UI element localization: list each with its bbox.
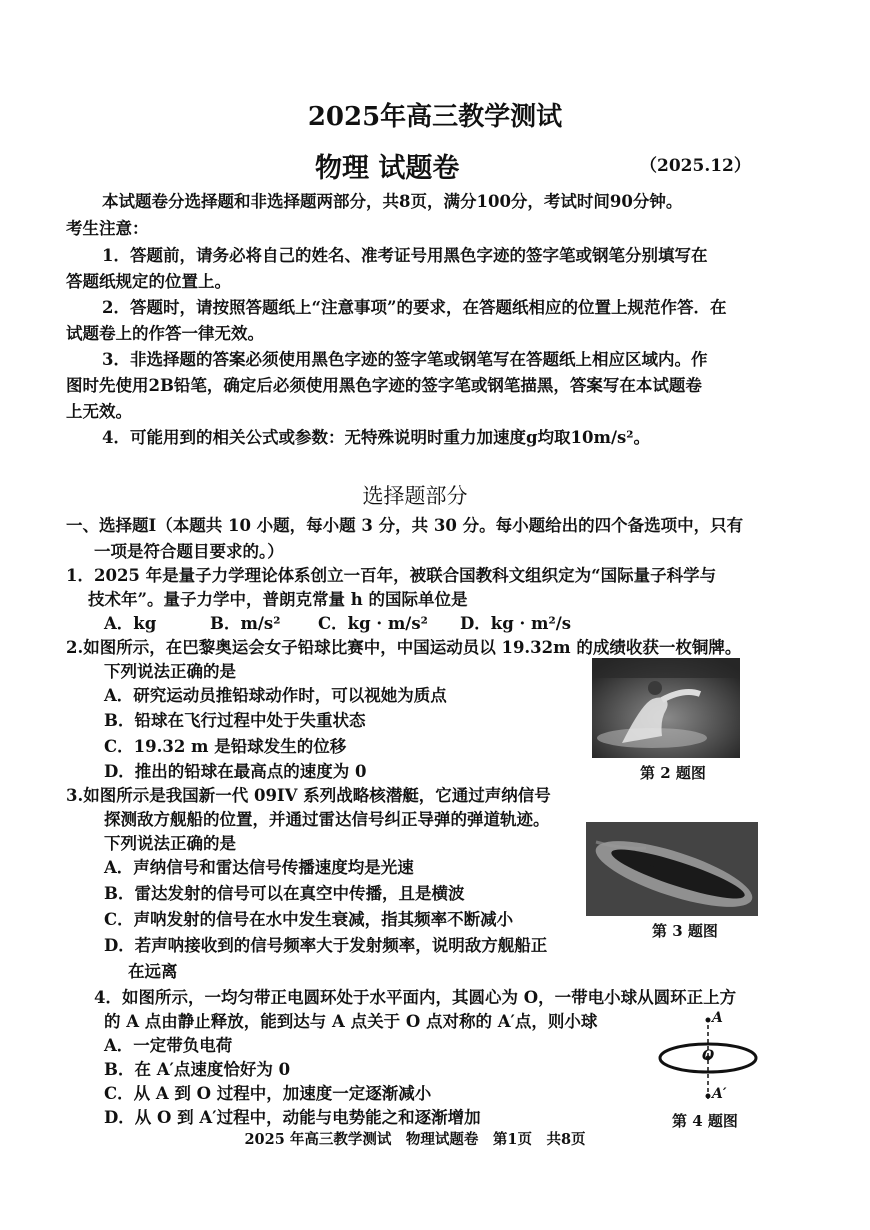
section-title: 选择题部分: [362, 484, 468, 508]
q3-option-a: A．声纳信号和雷达信号传播速度均是光速: [104, 858, 414, 877]
q2-option-c: C．19.32 m 是铅球发生的位移: [104, 737, 347, 756]
q4-option-a: A．一定带负电荷: [104, 1036, 233, 1055]
q4-stem-b: 的 A 点由静止释放，能到达与 A 点关于 O 点对称的 A′点，则小球: [104, 1012, 598, 1031]
q4-option-b: B．在 A′点速度恰好为 0: [104, 1060, 291, 1079]
exam-title: 2025年高三教学测试: [307, 102, 563, 132]
notice-1a: 1．答题前，请务必将自己的姓名、准考证号用黑色字迹的签字笔或钢笔分别填写在: [102, 246, 708, 265]
notice-3c: 上无效。: [66, 402, 132, 421]
q4-label-a-prime: A′: [712, 1086, 727, 1102]
q3-option-d: D．若声呐接收到的信号频率大于发射频率，说明敌方舰船正: [104, 936, 548, 955]
submarine-photo-icon: [586, 822, 758, 916]
q1-option-b: B．m/s²: [210, 614, 281, 633]
q3-stem-b: 探测敌方舰船的位置，并通过雷达信号纠正导弹的弹道轨迹。: [104, 810, 550, 829]
q2-stem-b: 下列说法正确的是: [104, 662, 236, 681]
q4-option-d: D．从 O 到 A′过程中，动能与电势能之和逐渐增加: [104, 1108, 481, 1127]
q4-option-c: C．从 A 到 O 过程中，加速度一定逐渐减小: [104, 1084, 432, 1103]
q3-option-d-cont: 在远离: [128, 962, 178, 981]
q2-option-a: A．研究运动员推铅球动作时，可以视她为质点: [104, 686, 447, 705]
q2-stem-a: 2.如图所示，在巴黎奥运会女子铅球比赛中，中国运动员以 19.32m 的成绩收获一枚铜牌。: [66, 638, 742, 657]
part1-instructions-b: 一项是符合题目要求的。）: [94, 542, 284, 561]
q3-option-c: C．声呐发射的信号在水中发生衰减，指其频率不断减小: [104, 910, 514, 929]
q1-option-a: A．kg: [104, 614, 157, 633]
page-footer: 2025 年高三教学测试 物理试题卷 第1页 共8页: [244, 1131, 586, 1148]
q3-photo: [586, 822, 758, 916]
notice-4: 4．可能用到的相关公式或参数：无特殊说明时重力加速度g均取10m/s²。: [102, 428, 650, 447]
q3-stem-a: 3.如图所示是我国新一代 09IV 系列战略核潜艇，它通过声纳信号: [66, 786, 551, 805]
q2-option-d: D．推出的铅球在最高点的速度为 0: [104, 762, 367, 781]
notice-3a: 3．非选择题的答案必须使用黑色字迹的签字笔或钢笔写在答题纸上相应区域内。作: [102, 350, 708, 369]
notice-2b: 试题卷上的作答一律无效。: [66, 324, 264, 343]
q4-label-o: O: [702, 1048, 715, 1064]
q4-label-a: A: [712, 1010, 723, 1026]
q3-option-b: B．雷达发射的信号可以在真空中传播，且是横波: [104, 884, 465, 903]
notice-title: 考生注意：: [66, 219, 149, 238]
notice-1b: 答题纸规定的位置上。: [66, 272, 231, 291]
q1-stem-b: 技术年”。量子力学中，普朗克常量 h 的国际单位是: [88, 590, 468, 609]
q1-stem-a: 1．2025 年是量子力学理论体系创立一百年，被联合国教科文组织定为“国际量子科学与: [66, 566, 717, 585]
notice-3b: 图时先使用2B铅笔，确定后必须使用黑色字迹的签字笔或钢笔描黑，答案写在本试题卷: [66, 376, 702, 395]
q2-option-b: B．铅球在飞行过程中处于失重状态: [104, 711, 366, 730]
q3-stem-c: 下列说法正确的是: [104, 834, 236, 853]
q2-caption: 第 2 题图: [640, 764, 706, 782]
q1-option-d: D．kg · m²/s: [460, 614, 572, 633]
shot-put-photo-icon: [592, 658, 740, 758]
part1-instructions-a: 一、选择题Ⅰ（本题共 10 小题，每小题 3 分，共 30 分。每小题给出的四个备选项中，只有: [66, 516, 744, 535]
exam-date: （2025.12）: [640, 156, 751, 176]
q4-caption: 第 4 题图: [672, 1112, 738, 1130]
q3-caption: 第 3 题图: [652, 922, 718, 940]
q1-option-c: C．kg · m/s²: [318, 614, 428, 633]
q4-stem-a: 4．如图所示，一均匀带正电圆环处于水平面内，其圆心为 O，一带电小球从圆环正上方: [94, 988, 737, 1007]
notice-2a: 2．答题时，请按照答题纸上“注意事项”的要求，在答题纸相应的位置上规范作答．在: [102, 298, 727, 317]
intro-line: 本试题卷分选择题和非选择题两部分，共8页，满分100分，考试时间90分钟。: [102, 192, 683, 211]
exam-subtitle: 物理 试题卷: [315, 153, 460, 184]
q2-photo: [592, 658, 740, 758]
q4-figure: [650, 1010, 760, 1110]
